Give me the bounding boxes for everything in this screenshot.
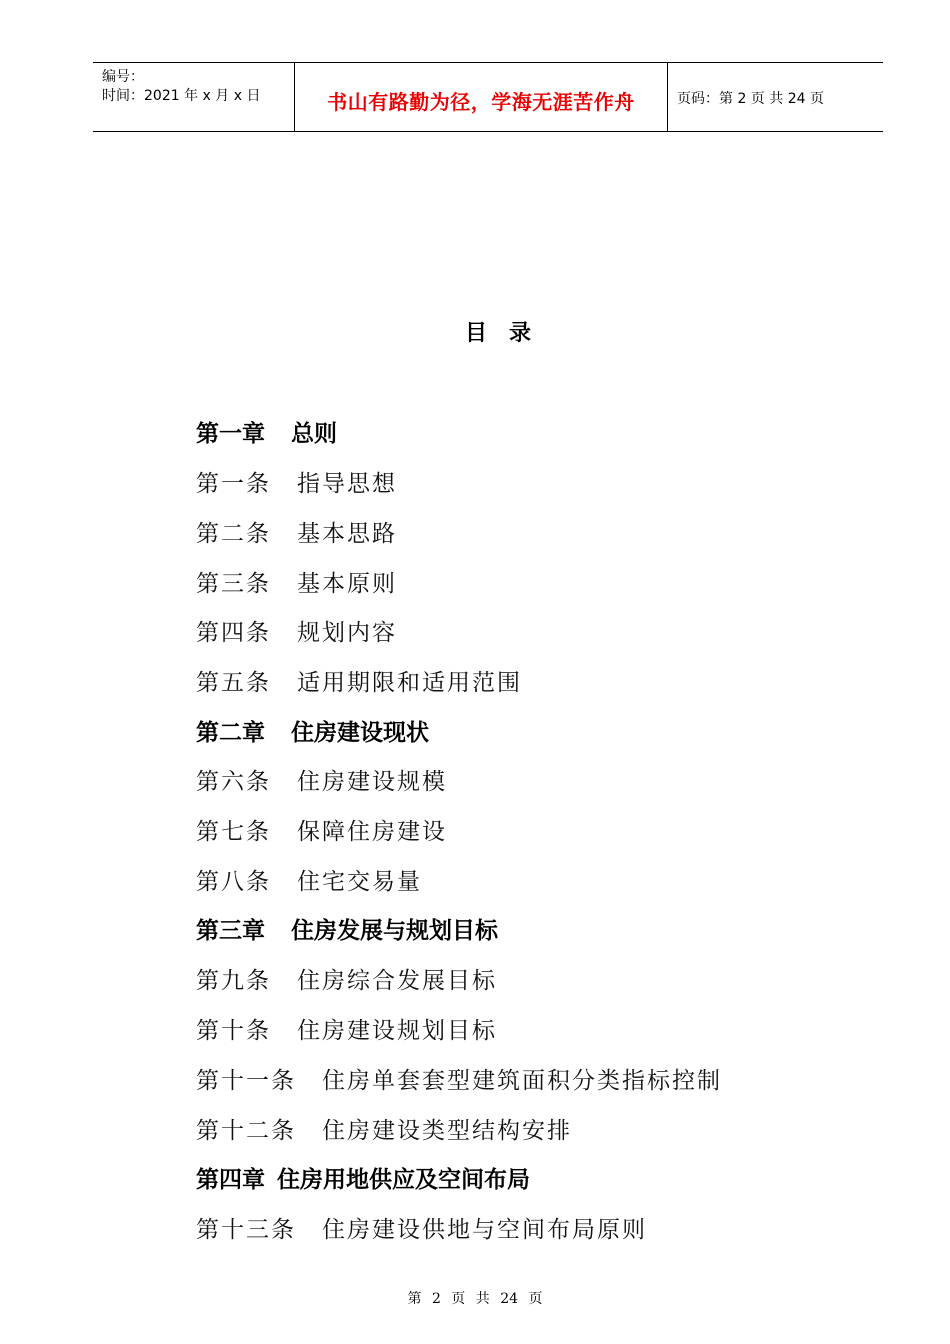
document-time-label: 时间：2021 年 x 月 x 日 xyxy=(102,88,261,104)
toc-article[interactable] xyxy=(196,565,397,598)
toc-article[interactable] xyxy=(196,813,447,846)
toc-chapter[interactable] xyxy=(196,415,337,448)
toc-chapter[interactable] xyxy=(196,714,429,747)
toc-number: 第十三条 xyxy=(196,1217,296,1243)
toc-number: 第二章 xyxy=(196,720,265,746)
toc-text: 住宅交易量 xyxy=(297,869,422,895)
toc-number: 第七条 xyxy=(196,819,271,845)
header-middle-cell xyxy=(295,63,668,131)
toc-number: 第一条 xyxy=(196,471,271,497)
toc-text: 住房建设供地与空间布局原则 xyxy=(322,1217,647,1243)
toc-text: 住房单套套型建筑面积分类指标控制 xyxy=(322,1068,722,1094)
toc-article[interactable] xyxy=(196,1211,647,1244)
toc-number: 第十一条 xyxy=(196,1068,296,1094)
header-page-info: 页码：第 2 页 共 24 页 xyxy=(677,91,824,107)
toc-text: 住房用地供应及空间布局 xyxy=(277,1167,530,1193)
page-footer: 第 2 页 共 24 页 xyxy=(407,1291,543,1307)
toc-text: 住房建设规模 xyxy=(297,769,447,795)
toc-text: 住房建设现状 xyxy=(291,720,429,746)
toc-text: 基本原则 xyxy=(297,571,397,597)
toc-number: 第十二条 xyxy=(196,1118,296,1144)
toc-article[interactable] xyxy=(196,1112,572,1145)
toc-article[interactable] xyxy=(196,664,522,697)
toc-article[interactable] xyxy=(196,763,447,796)
header-motto: 书山有路勤为径，学海无涯苦作舟 xyxy=(327,90,635,114)
toc-text: 基本思路 xyxy=(297,521,397,547)
toc-title: 目录 xyxy=(464,321,553,346)
toc-text: 适用期限和适用范围 xyxy=(297,670,522,696)
toc-article[interactable] xyxy=(196,465,397,498)
toc-text: 保障住房建设 xyxy=(297,819,447,845)
toc-text: 住房发展与规划目标 xyxy=(291,918,498,944)
toc-number: 第五条 xyxy=(196,670,271,696)
toc-number: 第四条 xyxy=(196,620,271,646)
toc-number: 第三章 xyxy=(196,918,265,944)
toc-chapter[interactable] xyxy=(196,912,498,945)
toc-number: 第六条 xyxy=(196,769,271,795)
toc-number: 第四章 xyxy=(196,1167,265,1193)
toc-article[interactable] xyxy=(196,1012,497,1045)
toc-text: 总则 xyxy=(291,421,337,447)
document-number-label: 编号： xyxy=(102,69,144,85)
toc-article[interactable] xyxy=(196,515,397,548)
toc-text: 住房建设规划目标 xyxy=(297,1018,497,1044)
header-right-cell xyxy=(668,63,883,131)
page-header xyxy=(93,62,883,132)
toc-number: 第二条 xyxy=(196,521,271,547)
toc-article[interactable] xyxy=(196,863,422,896)
toc-article[interactable] xyxy=(196,962,497,995)
toc-number: 第三条 xyxy=(196,571,271,597)
toc-article[interactable] xyxy=(196,614,397,647)
toc-text: 规划内容 xyxy=(297,620,397,646)
toc-text: 住房建设类型结构安排 xyxy=(322,1118,572,1144)
header-left-cell xyxy=(93,63,295,131)
toc-text: 住房综合发展目标 xyxy=(297,968,497,994)
toc-number: 第八条 xyxy=(196,869,271,895)
toc-article[interactable] xyxy=(196,1062,722,1095)
toc-number: 第九条 xyxy=(196,968,271,994)
toc-number: 第十条 xyxy=(196,1018,271,1044)
toc-chapter[interactable] xyxy=(196,1161,530,1194)
toc-text: 指导思想 xyxy=(297,471,397,497)
toc-number: 第一章 xyxy=(196,421,265,447)
